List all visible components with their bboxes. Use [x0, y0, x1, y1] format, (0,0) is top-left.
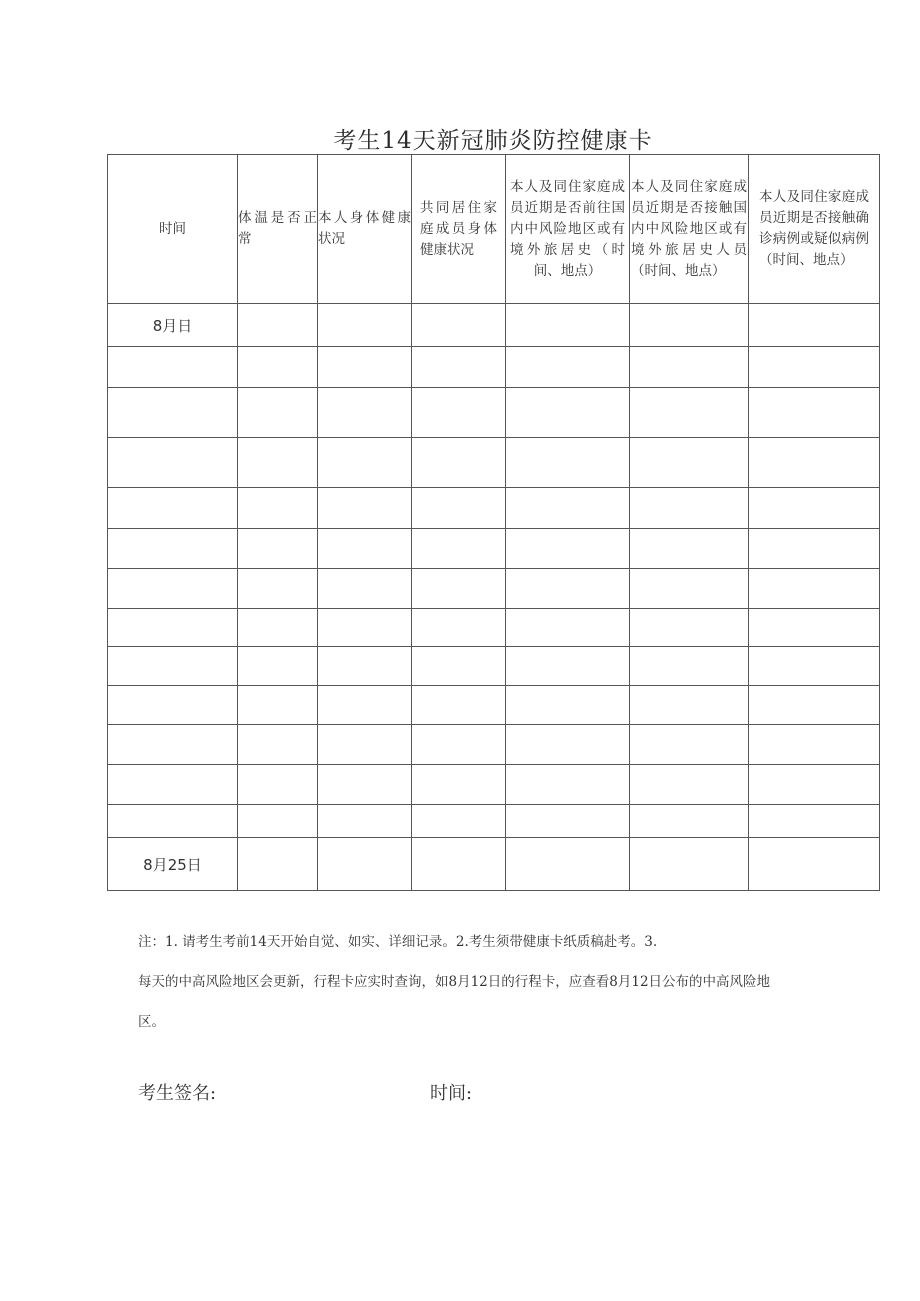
entry-cell[interactable] — [318, 347, 412, 388]
signature-time-label: 时间: — [430, 1083, 473, 1104]
table-row — [108, 647, 880, 686]
entry-cell[interactable] — [238, 805, 318, 838]
entry-cell[interactable] — [630, 529, 749, 569]
table-row — [108, 838, 880, 891]
entry-cell[interactable] — [238, 647, 318, 686]
entry-cell[interactable] — [506, 488, 630, 529]
entry-cell[interactable] — [412, 765, 506, 805]
entry-cell[interactable] — [506, 838, 630, 891]
entry-cell[interactable] — [749, 304, 880, 347]
date-cell[interactable] — [108, 725, 238, 765]
entry-cell[interactable] — [238, 609, 318, 647]
entry-cell[interactable] — [412, 488, 506, 529]
table-row — [108, 725, 880, 765]
table-row — [108, 569, 880, 609]
entry-cell[interactable] — [412, 388, 506, 438]
date-cell[interactable] — [108, 609, 238, 647]
table-row — [108, 686, 880, 725]
date-cell[interactable] — [108, 388, 238, 438]
entry-cell[interactable] — [238, 529, 318, 569]
notes-section — [138, 928, 884, 1036]
entry-cell[interactable] — [630, 438, 749, 488]
entry-cell[interactable] — [630, 488, 749, 529]
entry-cell[interactable] — [506, 529, 630, 569]
entry-cell[interactable] — [318, 647, 412, 686]
date-cell[interactable] — [108, 438, 238, 488]
entry-cell[interactable] — [318, 438, 412, 488]
entry-cell[interactable] — [412, 647, 506, 686]
entry-cell[interactable] — [412, 569, 506, 609]
entry-cell[interactable] — [749, 725, 880, 765]
entry-cell[interactable] — [318, 805, 412, 838]
entry-cell[interactable] — [412, 725, 506, 765]
entry-cell[interactable] — [412, 805, 506, 838]
entry-cell[interactable] — [506, 765, 630, 805]
entry-cell[interactable] — [749, 488, 880, 529]
header-risk-area-travel: 本人及同住家庭成员近期是否前往国内中风险地区或有境外旅居史（时间、地点） — [506, 155, 630, 304]
entry-cell[interactable] — [412, 304, 506, 347]
note-line-1: 注：1. 请考生考前14天开始自觉、如实、详细记录。2.考生须带健康卡纸质稿赴考。3. — [138, 934, 658, 950]
entry-cell[interactable] — [238, 388, 318, 438]
entry-cell[interactable] — [238, 304, 318, 347]
date-cell[interactable] — [108, 569, 238, 609]
date-cell[interactable] — [108, 647, 238, 686]
entry-cell[interactable] — [412, 438, 506, 488]
entry-cell[interactable] — [749, 388, 880, 438]
date-cell[interactable] — [108, 686, 238, 725]
table-row — [108, 765, 880, 805]
entry-cell[interactable] — [318, 529, 412, 569]
entry-cell[interactable] — [749, 347, 880, 388]
entry-cell[interactable] — [506, 347, 630, 388]
health-record-table — [107, 154, 880, 891]
entry-cell[interactable] — [318, 838, 412, 891]
date-cell[interactable] — [108, 488, 238, 529]
note-line-2: 每天的中高风险地区会更新，行程卡应实时查询，如8月12日的行程卡，应查看8月12日公布的中高风险地 — [138, 974, 771, 990]
date-cell-last: 8月25日 — [108, 838, 238, 891]
entry-cell[interactable] — [318, 569, 412, 609]
table-header-row — [108, 155, 880, 304]
entry-cell[interactable] — [238, 765, 318, 805]
entry-cell[interactable] — [506, 725, 630, 765]
date-cell[interactable] — [108, 347, 238, 388]
entry-cell[interactable] — [238, 438, 318, 488]
entry-cell[interactable] — [749, 686, 880, 725]
entry-cell[interactable] — [506, 388, 630, 438]
entry-cell[interactable] — [412, 609, 506, 647]
entry-cell[interactable] — [630, 304, 749, 347]
table-row — [108, 438, 880, 488]
entry-cell[interactable] — [630, 725, 749, 765]
date-cell[interactable] — [108, 805, 238, 838]
entry-cell[interactable] — [318, 686, 412, 725]
entry-cell[interactable] — [318, 488, 412, 529]
entry-cell[interactable] — [412, 347, 506, 388]
entry-cell[interactable] — [238, 725, 318, 765]
header-family-health: 共同居住家庭成员身体健康状况 — [412, 155, 506, 304]
entry-cell[interactable] — [238, 686, 318, 725]
entry-cell[interactable] — [412, 686, 506, 725]
entry-cell[interactable] — [630, 388, 749, 438]
entry-cell[interactable] — [412, 529, 506, 569]
entry-cell[interactable] — [506, 569, 630, 609]
table-row — [108, 388, 880, 438]
entry-cell[interactable] — [318, 765, 412, 805]
entry-cell[interactable] — [749, 529, 880, 569]
entry-cell[interactable] — [318, 388, 412, 438]
entry-cell[interactable] — [238, 488, 318, 529]
table-row — [108, 805, 880, 838]
entry-cell[interactable] — [318, 725, 412, 765]
entry-cell[interactable] — [506, 805, 630, 838]
entry-cell[interactable] — [630, 765, 749, 805]
entry-cell[interactable] — [506, 647, 630, 686]
entry-cell[interactable] — [749, 647, 880, 686]
entry-cell[interactable] — [318, 609, 412, 647]
table-row — [108, 304, 880, 347]
header-contact-travelers: 本人及同住家庭成员近期是否接触国内中风险地区或有境外旅居史人员（时间、地点） — [630, 155, 749, 304]
entry-cell[interactable] — [749, 609, 880, 647]
entry-cell[interactable] — [630, 609, 749, 647]
header-own-health: 本人身体健康状况 — [318, 155, 412, 304]
entry-cell[interactable] — [238, 347, 318, 388]
header-time: 时间 — [108, 155, 238, 304]
entry-cell[interactable] — [630, 686, 749, 725]
entry-cell[interactable] — [318, 304, 412, 347]
table-row — [108, 609, 880, 647]
table-row — [108, 529, 880, 569]
entry-cell[interactable] — [630, 838, 749, 891]
entry-cell[interactable] — [506, 609, 630, 647]
entry-cell[interactable] — [506, 438, 630, 488]
note-line-3: 区。 — [138, 1014, 165, 1030]
entry-cell[interactable] — [630, 569, 749, 609]
entry-cell[interactable] — [630, 347, 749, 388]
entry-cell[interactable] — [749, 438, 880, 488]
entry-cell[interactable] — [630, 805, 749, 838]
header-temperature: 体温是否正常 — [238, 155, 318, 304]
table-row — [108, 488, 880, 529]
entry-cell[interactable] — [506, 686, 630, 725]
page-title: 考生14天新冠肺炎防控健康卡 — [333, 128, 653, 154]
entry-cell[interactable] — [506, 304, 630, 347]
entry-cell[interactable] — [630, 647, 749, 686]
entry-cell[interactable] — [749, 805, 880, 838]
entry-cell[interactable] — [749, 569, 880, 609]
signature-label: 考生签名: — [138, 1083, 217, 1104]
date-cell[interactable] — [108, 529, 238, 569]
entry-cell[interactable] — [749, 765, 880, 805]
header-contact-cases: 本人及同住家庭成员近期是否接触确诊病例或疑似病例（时间、地点） — [749, 155, 880, 304]
date-cell-first: 8月日 — [108, 304, 238, 347]
entry-cell[interactable] — [412, 838, 506, 891]
entry-cell[interactable] — [749, 838, 880, 891]
entry-cell[interactable] — [238, 838, 318, 891]
date-cell[interactable] — [108, 765, 238, 805]
entry-cell[interactable] — [238, 569, 318, 609]
table-row — [108, 347, 880, 388]
